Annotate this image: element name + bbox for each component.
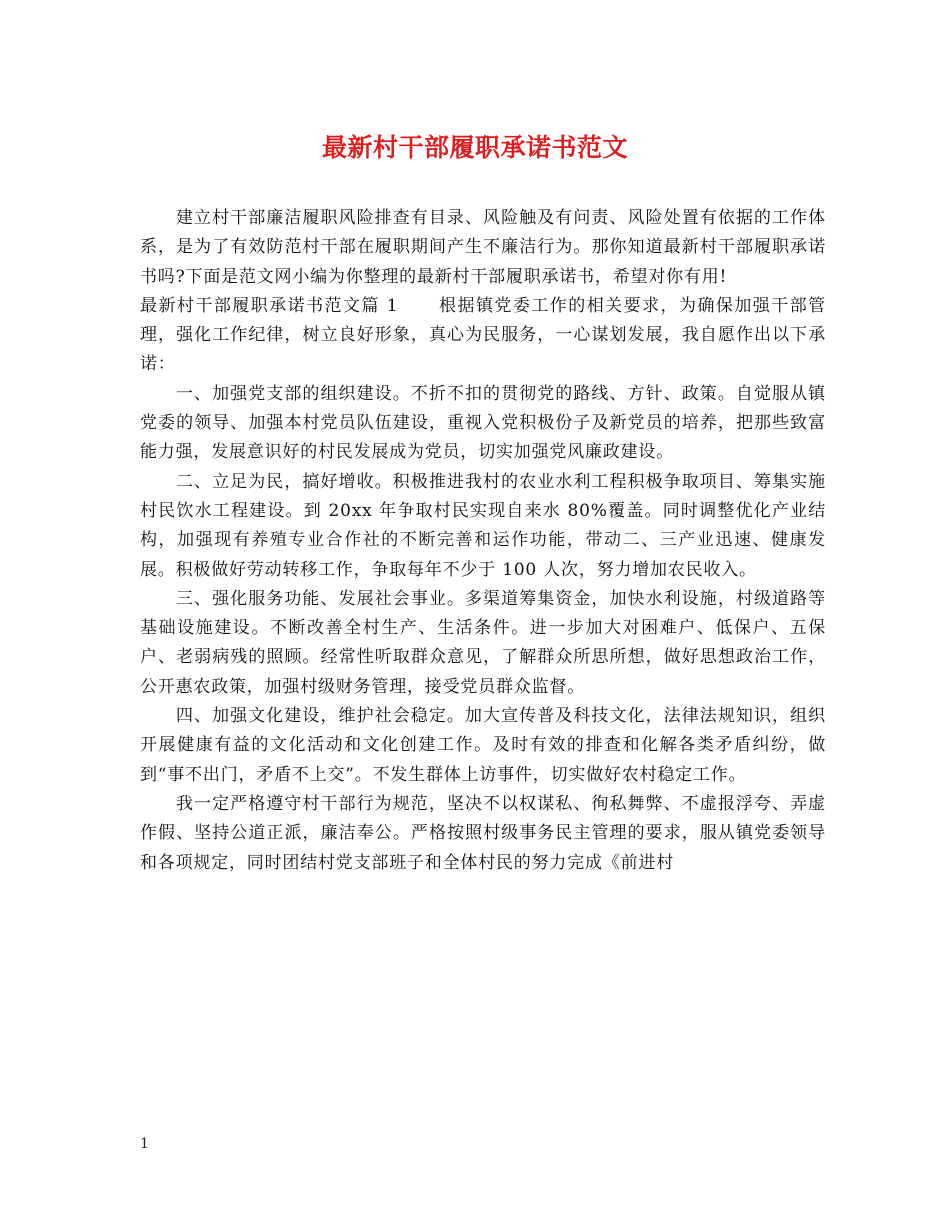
commitment-paragraph-3: 三、强化服务功能、发展社会事业。多渠道筹集资金，加快水利设施，村级道路等基础设施建设。不断改善全村生产、生活条件。进一步加大对困难户、低保户、五保户、老弱病残的照顾。经常性听取群众意见，了解群众所思所想，做好思想政治工作，公开惠农政策，加强村级财务管理，接受党员群众监督。 (140, 588, 826, 697)
section-heading: 最新村干部履职承诺书范文篇 1 (140, 295, 399, 316)
commitment-paragraph-4: 四、加强文化建设，维护社会稳定。加大宣传普及科技文化，法律法规知识，组织开展健康有益的文化活动和文化创建工作。及时有效的排查和化解各类矛盾纠纷，做到“事不出门，矛盾不上交”。不发生群体上访事件，切实做好农村稳定工作。 (140, 706, 826, 785)
section-paragraph (140, 292, 826, 380)
commitment-paragraph-1: 一、加强党支部的组织建设。不折不扣的贯彻党的路线、方针、政策。自觉服从镇党委的领导、加强本村党员队伍建设，重视入党积极份子及新党员的培养，把那些致富能力强，发展意识好的村民发展成为党员，切实加强党风廉政建设。 (140, 383, 826, 463)
document-body (140, 204, 826, 878)
closing-paragraph: 我一定严格遵守村干部行为规范，坚决不以权谋私、徇私舞弊、不虚报浮夸、弄虚作假、坚持公道正派，廉洁奉公。严格按照村级事务民主管理的要求，服从镇党委领导和各项规定，同时团结村党支部班子和全体村民的努力完成《前进村 (140, 793, 826, 873)
page-number: 1 (140, 1136, 149, 1152)
document-title: 最新村干部履职承诺书范文 (321, 133, 628, 162)
commitment-paragraph-2: 二、立足为民，搞好增收。积极推进我村的农业水利工程积极争取项目、筹集实施村民饮水工程建设。到 20xx 年争取村民实现自来水 80%覆盖。同时调整优化产业结构，加强现有养殖专业合作社的不断完善和运作功能，带动二、三产业迅速、健康发展。积极做好劳动转移工作，争取每年不少于 100 人次，努力增加农民收入。 (140, 471, 826, 580)
section-lead-text: 根据镇党委工作的相关要求，为确保加强干部管理，强化工作纪律，树立良好形象，真心为民服务，一心谋划发展，我自愿作出以下承诺： (140, 295, 826, 375)
intro-paragraph: 建立村干部廉洁履职风险排查有目录、风险触及有问责、风险处置有依据的工作体系，是为了有效防范村干部在履职期间产生不廉洁行为。那你知道最新村干部履职承诺书吗?下面是范文网小编为你整理的最新村干部履职承诺书，希望对你有用! (140, 208, 826, 287)
